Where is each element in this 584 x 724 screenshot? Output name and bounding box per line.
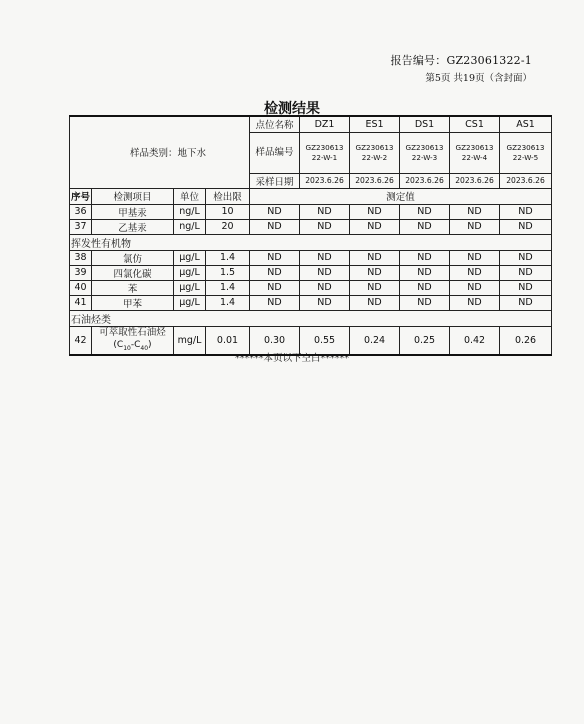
- row-item: 甲基汞: [92, 204, 174, 219]
- report-header: [390, 52, 532, 84]
- row-no: 42: [70, 326, 92, 355]
- row-no: 38: [70, 250, 92, 265]
- header-row-points: [70, 116, 552, 132]
- sample-no: GZ230613 22-W-5: [500, 132, 552, 173]
- column-header-row: [70, 188, 552, 204]
- row-limit: 0.01: [206, 326, 250, 355]
- row-no: 39: [70, 265, 92, 280]
- row-value: ND: [300, 295, 350, 310]
- row-limit: 10: [206, 204, 250, 219]
- table-row: [70, 295, 552, 310]
- col-header-item: 检测项目: [92, 188, 174, 204]
- row-item: 乙基汞: [92, 219, 174, 234]
- row-value: 0.26: [500, 326, 552, 355]
- sample-no: GZ230613 22-W-1: [300, 132, 350, 173]
- row-unit: μg/L: [174, 250, 206, 265]
- row-value: ND: [450, 250, 500, 265]
- table-row: [70, 219, 552, 234]
- row-value: ND: [450, 204, 500, 219]
- page-title: 检测结果: [264, 101, 320, 117]
- col-header-limit: 检出限: [206, 188, 250, 204]
- table-row: [70, 250, 552, 265]
- row-value: ND: [350, 280, 400, 295]
- results-table-body: [70, 116, 552, 355]
- row-value: ND: [450, 265, 500, 280]
- row-limit: 1.5: [206, 265, 250, 280]
- row-value: ND: [400, 295, 450, 310]
- sample-date: 2023.6.26: [400, 173, 450, 188]
- row-value: ND: [250, 265, 300, 280]
- row-no: 36: [70, 204, 92, 219]
- row-value: ND: [250, 295, 300, 310]
- table-row: [70, 204, 552, 219]
- row-item: 氯仿: [92, 250, 174, 265]
- sample-date: 2023.6.26: [500, 173, 552, 188]
- row-value: ND: [400, 204, 450, 219]
- row-value: ND: [500, 204, 552, 219]
- row-value: ND: [400, 265, 450, 280]
- row-value: ND: [500, 280, 552, 295]
- row-unit: ng/L: [174, 219, 206, 234]
- row-unit: μg/L: [174, 295, 206, 310]
- row-item: 四氯化碳: [92, 265, 174, 280]
- row-item: 苯: [92, 280, 174, 295]
- row-value: 0.55: [300, 326, 350, 355]
- sample-date: 2023.6.26: [300, 173, 350, 188]
- table-row: [70, 265, 552, 280]
- row-value: 0.25: [400, 326, 450, 355]
- row-no: 41: [70, 295, 92, 310]
- sample-type-cell: 样品类别：地下水: [70, 116, 250, 188]
- row-value: ND: [250, 219, 300, 234]
- row-value: ND: [300, 219, 350, 234]
- row-unit: ng/L: [174, 204, 206, 219]
- row-value: 0.42: [450, 326, 500, 355]
- row-value: ND: [400, 219, 450, 234]
- row-limit: 1.4: [206, 295, 250, 310]
- point-name: DS1: [400, 116, 450, 132]
- row-value: ND: [250, 204, 300, 219]
- row-value: ND: [300, 265, 350, 280]
- row-value: ND: [350, 295, 400, 310]
- section-row-petro: [70, 310, 552, 326]
- row-value: ND: [500, 250, 552, 265]
- row-limit: 1.4: [206, 280, 250, 295]
- footer-note: ******本页以下空白******: [234, 353, 349, 364]
- sample-no: GZ230613 22-W-4: [450, 132, 500, 173]
- row-limit: 1.4: [206, 250, 250, 265]
- section-label-voc: 挥发性有机物: [70, 234, 552, 250]
- col-header-no: 序号: [70, 188, 92, 204]
- row-value: ND: [250, 250, 300, 265]
- sample-no-label: 样品编号: [250, 132, 300, 173]
- row-value: ND: [500, 295, 552, 310]
- sample-date: 2023.6.26: [450, 173, 500, 188]
- row-unit: μg/L: [174, 265, 206, 280]
- section-label-petro: 石油烃类: [70, 310, 552, 326]
- point-name-label: 点位名称: [250, 116, 300, 132]
- row-value: ND: [350, 204, 400, 219]
- results-table: [69, 115, 552, 356]
- point-name: CS1: [450, 116, 500, 132]
- col-header-unit: 单位: [174, 188, 206, 204]
- row-value: ND: [450, 280, 500, 295]
- section-row-voc: [70, 234, 552, 250]
- row-value: ND: [300, 204, 350, 219]
- col-header-measured: 测定值: [250, 188, 552, 204]
- row-value: 0.30: [250, 326, 300, 355]
- row-item: 可萃取性石油烃 $(C_{10}-C_{40})$: [92, 326, 174, 355]
- row-value: ND: [250, 280, 300, 295]
- row-value: ND: [500, 265, 552, 280]
- sample-no: GZ230613 22-W-3: [400, 132, 450, 173]
- sample-date-label: 采样日期: [250, 173, 300, 188]
- row-value: 0.24: [350, 326, 400, 355]
- row-no: 40: [70, 280, 92, 295]
- report-number: 报告编号：GZ23061322-1: [390, 54, 532, 67]
- row-value: ND: [350, 219, 400, 234]
- row-value: ND: [400, 250, 450, 265]
- sample-date: 2023.6.26: [350, 173, 400, 188]
- table-row: [70, 280, 552, 295]
- row-limit: 20: [206, 219, 250, 234]
- point-name: ES1: [350, 116, 400, 132]
- row-value: ND: [300, 250, 350, 265]
- row-value: ND: [500, 219, 552, 234]
- row-value: ND: [350, 250, 400, 265]
- row-unit: mg/L: [174, 326, 206, 355]
- row-no: 37: [70, 219, 92, 234]
- point-name: AS1: [500, 116, 552, 132]
- row-value: ND: [300, 280, 350, 295]
- row-unit: μg/L: [174, 280, 206, 295]
- row-value: ND: [400, 280, 450, 295]
- row-value: ND: [350, 265, 400, 280]
- row-item: 甲苯: [92, 295, 174, 310]
- row-value: ND: [450, 295, 500, 310]
- point-name: DZ1: [300, 116, 350, 132]
- sample-no: GZ230613 22-W-2: [350, 132, 400, 173]
- row-value: ND: [450, 219, 500, 234]
- page-info: 第5页 共19页（含封面）: [425, 73, 532, 84]
